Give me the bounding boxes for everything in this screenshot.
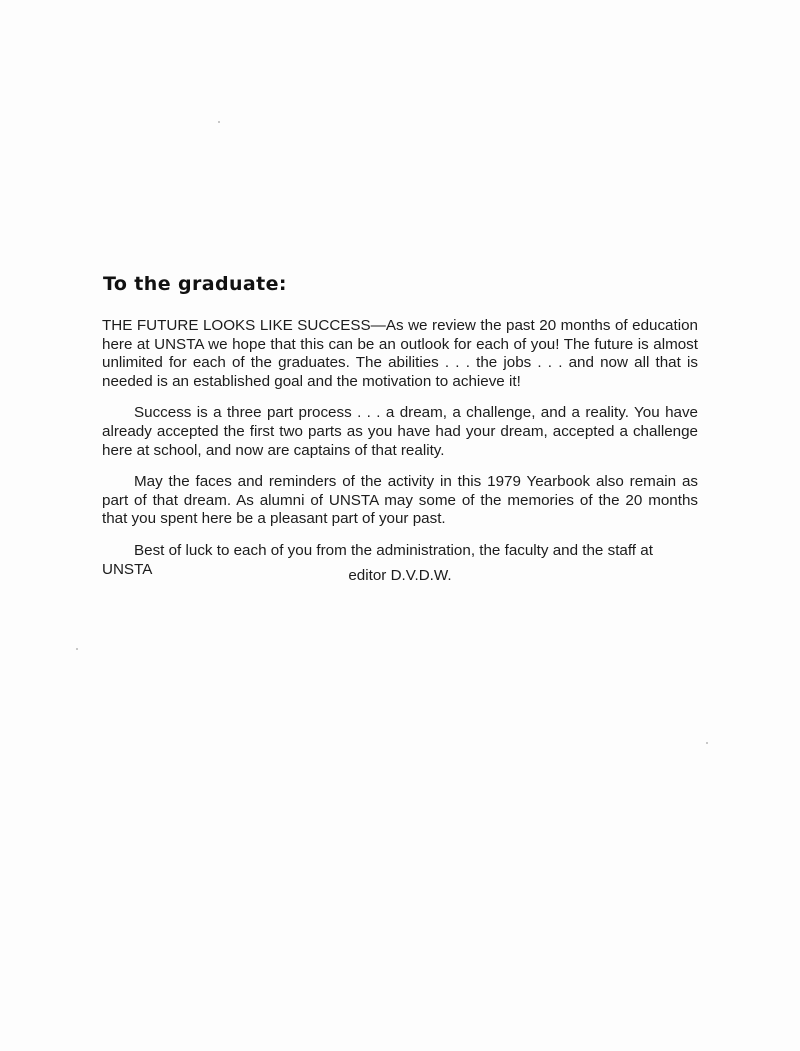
dust-speck — [76, 648, 78, 650]
letter-heading: To the graduate: — [103, 273, 287, 295]
paragraph-memories: May the faces and reminders of the activity in this 1979 Yearbook also remain as part of that dream. As alumni of UNSTA may some of the memories of the 20 months that you spent here be a pleasant part of your past. — [102, 473, 698, 528]
dust-speck — [218, 121, 220, 123]
paragraph-closing: Best of luck to each of you from the administration, the faculty and the staff at UNSTA — [102, 541, 653, 578]
paragraph-intro: THE FUTURE LOOKS LIKE SUCCESS—As we review the past 20 months of education here at UNSTA we hope that this can be an outlook for each of you! The future is almost unlimited for each of the graduates. The abilities . . . the jobs . . . and now all that is needed is an established goal and the motivation to achieve it! — [102, 317, 698, 390]
dust-speck — [706, 742, 708, 744]
editor-signature: editor D.V.D.W. — [348, 567, 452, 584]
paragraph-success: Success is a three part process . . . a dream, a challenge, and a reality. You have already accepted the first two parts as you have had your dream, accepted a challenge here at school, and now are captains of that reality. — [102, 404, 698, 459]
letter-body — [102, 317, 698, 592]
